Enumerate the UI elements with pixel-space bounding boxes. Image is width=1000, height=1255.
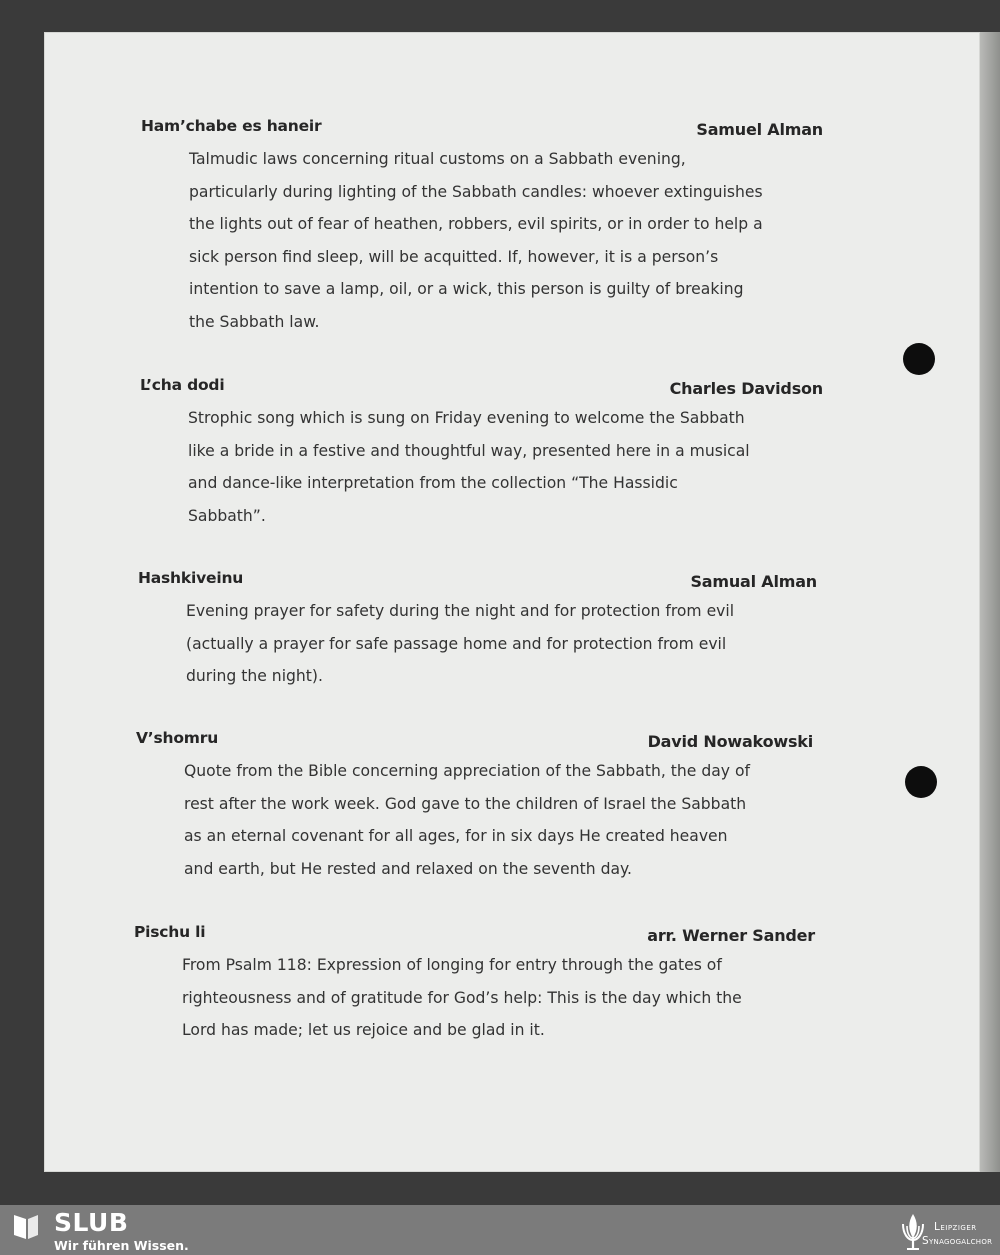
page-edge (980, 32, 1000, 1172)
piece-title: Hashkiveinu (138, 569, 244, 587)
piece-description: Evening prayer for safety during the night and for protection from evil (actually a prayer for safe passage home and for protection from evil during the night). (186, 602, 735, 685)
program-entry (138, 569, 817, 693)
punch-hole (905, 766, 937, 798)
program-entry (141, 117, 823, 338)
piece-title: Pischu li (134, 923, 206, 941)
entry-header (136, 729, 813, 755)
punch-hole (903, 343, 935, 375)
program-entry (134, 923, 815, 1047)
composer-name: Samuel Alman (696, 120, 823, 139)
piece-description: Strophic song which is sung on Friday evening to welcome the Sabbath like a bride in a festive and thoughtful way, presented here in a musical and dance-like interpretation from the collection “The Hassidic Sabbath”. (188, 409, 750, 525)
entry-header (141, 117, 823, 143)
entry-header (138, 569, 817, 595)
composer-name: Charles Davidson (669, 379, 823, 398)
slub-name[interactable]: SLUB (54, 1208, 129, 1237)
piece-title: Ham’chabe es haneir (141, 117, 322, 135)
composer-name: David Nowakowski (647, 732, 813, 751)
composer-name: arr. Werner Sander (647, 926, 815, 945)
piece-description: Talmudic laws concerning ritual customs on a Sabbath evening, particularly during lighting of the Sabbath candles: whoever extinguishes the lights out of fear of heathen, robbers, evil spirits, or in order to help a sick person find sleep, will be acquitted. If, however, it is a person’s intention to save a lamp, oil, or a wick, this person is guilty of breaking the Sabbath law. (189, 150, 763, 331)
lsc-name-line1: Leipziger (934, 1221, 977, 1233)
entry-header (134, 923, 815, 949)
piece-title: V’shomru (136, 729, 219, 747)
program-entry (136, 729, 813, 885)
composer-name: Samual Alman (690, 572, 817, 591)
slub-tagline: Wir führen Wissen. (54, 1238, 189, 1253)
lsc-name-line2: Synagogalchor (922, 1235, 993, 1247)
piece-description: From Psalm 118: Expression of longing for entry through the gates of righteousness and of gratitude for God’s help: This is the day which the Lord has made; let us rejoice and be glad in it. (182, 956, 742, 1039)
viewer-footer (0, 1205, 1000, 1255)
entry-header (140, 376, 823, 402)
program-page (44, 32, 980, 1172)
piece-description: Quote from the Bible concerning appreciation of the Sabbath, the day of rest after the work week. God gave to the children of Israel the Sabbath as an eternal covenant for all ages, for in six days He created heaven and earth, but He rested and relaxed on the seventh day. (184, 762, 750, 878)
program-entry (140, 376, 823, 532)
slub-book-icon[interactable] (12, 1211, 40, 1241)
piece-title: L’cha dodi (140, 376, 225, 394)
